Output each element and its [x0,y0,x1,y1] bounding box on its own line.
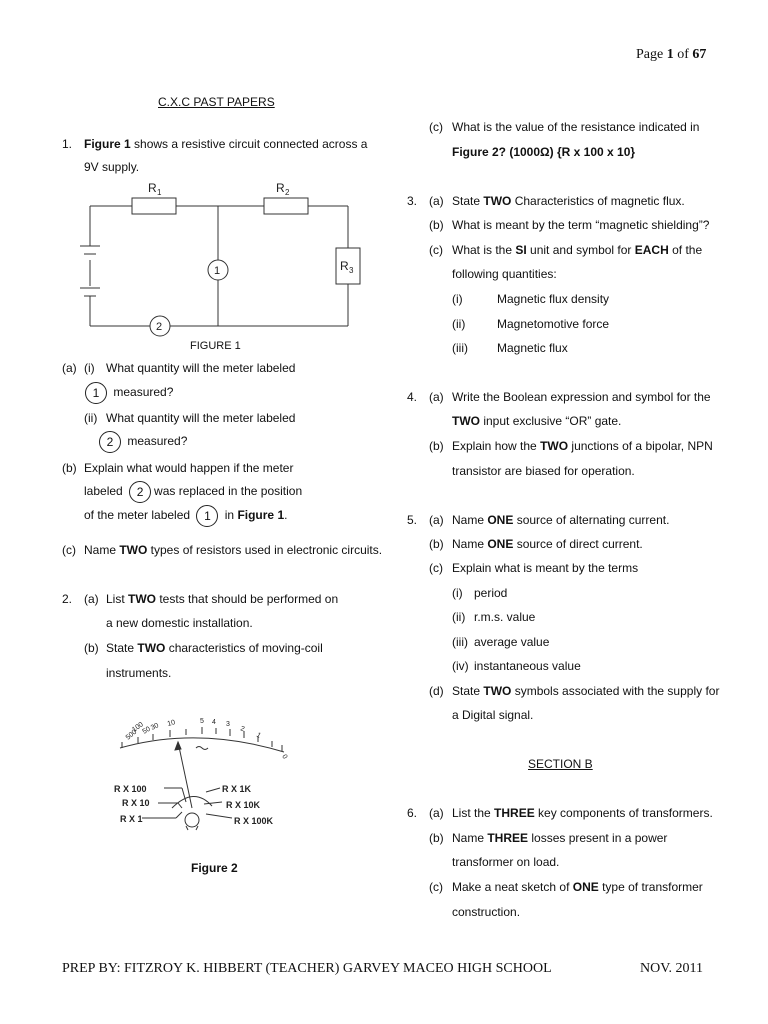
q1c-text: Name TWO types of resistors used in electronic circuits. [84,543,383,557]
q6b-line2: transformer on load. [452,855,560,869]
q3-item-i-label: (i) [452,292,463,306]
range-label-rx1k: R X 1K [222,784,252,794]
scale-label-50: 50 [141,725,152,736]
q2a-label: (a) [84,592,99,606]
q5d-label: (d) [429,684,444,698]
q1a-ii-text: What quantity will the meter labeled [106,411,296,425]
q3-number: 3. [407,194,418,208]
q5a-label: (a) [429,513,444,527]
q3-item-i-text: Magnetic flux density [497,292,610,306]
meter-1-label: 1 [214,265,221,277]
q1b-line3: of the meter labeled 1 in Figure 1. [84,505,287,527]
q5d-line1: State TWO symbols associated with the supply for [452,684,720,698]
q5d-line2: a Digital signal. [452,708,534,722]
range-label-rx100: R X 100 [114,784,147,794]
scale-label-4: 4 [212,719,216,726]
r3-label: R [340,259,349,273]
footer-credit: PREP BY: FITZROY K. HIBBERT (TEACHER) GARVEY MACEO HIGH SCHOOL [62,961,552,976]
meter-2-label: 2 [156,321,163,333]
range-label-rx1: R X 1 [120,814,143,824]
q1b-label: (b) [62,461,77,475]
meter-1-circle: 1 [85,382,107,404]
range-label-rx100k: R X 100K [234,816,274,826]
scale-label-3: 3 [226,721,230,728]
doc-title: C.X.C PAST PAPERS [158,95,275,109]
r2-subscript: 2 [285,188,290,197]
footer-date: NOV. 2011 [640,961,704,976]
section-b-heading: SECTION B [528,757,593,771]
scale-label-100: 100 [131,721,145,734]
q6a-label: (a) [429,806,444,820]
q4b-line2: transistor are biased for operation. [452,464,635,478]
q3-item-iii-label: (iii) [452,341,468,355]
q1-line1: Figure 1 shows a resistive circuit connected across a [84,137,368,151]
meter-2-circle: 2 [99,431,121,453]
q6c-line1: Make a neat sketch of ONE type of transformer [452,880,703,894]
q1c-right-text: What is the value of the resistance indicated in [452,120,700,134]
q4a-label: (a) [429,390,444,404]
q3b-text: What is meant by the term “magnetic shielding”? [452,218,710,232]
q6a-text: List the THREE key components of transformers. [452,806,713,820]
r2-label: R [276,181,285,195]
q1c-right-label: (c) [429,120,443,134]
figure-2-caption: Figure 2 [191,861,238,875]
q5-item-i-text: period [474,586,508,600]
scale-label-5: 5 [200,718,204,725]
q4b-line1: Explain how the TWO junctions of a bipolar, NPN [452,439,713,453]
q1b-line1: Explain what would happen if the meter [84,461,294,475]
q6c-line2: construction. [452,905,521,919]
q3a-text: State TWO Characteristics of magnetic flux. [452,194,685,208]
r3-subscript: 3 [349,266,354,275]
q3b-label: (b) [429,218,444,232]
q1a-i-cont: 1 measured? [82,382,173,404]
q5b-label: (b) [429,537,444,551]
r1-subscript: 1 [157,188,162,197]
scale-label-10: 10 [166,719,177,728]
q5-item-iii-label: (iii) [452,635,468,649]
q5-item-iv-label: (iv) [452,659,469,673]
q1c-label: (c) [62,543,76,557]
q5-item-ii-text: r.m.s. value [474,610,536,624]
q3a-label: (a) [429,194,444,208]
q1a-i-label: (i) [84,361,95,375]
scale-label-500: 500 [124,728,139,742]
q5-number: 5. [407,513,418,527]
q6-number: 6. [407,806,418,820]
q5-item-iv-text: instantaneous value [474,659,581,673]
q6b-label: (b) [429,831,444,845]
q2b-line2: instruments. [106,666,172,680]
page-number: Page 1 of 67 [636,47,707,62]
q5c-label: (c) [429,561,443,575]
r1-label: R [148,181,157,195]
range-label-rx10k: R X 10K [226,800,261,810]
q1a-i-text: What quantity will the meter labeled [106,361,296,375]
scale-label-2: 2 [239,725,246,734]
scale-label-30: 30 [149,722,160,732]
meter-2-circle-b: 2 [129,481,151,503]
q4b-label: (b) [429,439,444,453]
figure-1-caption: FIGURE 1 [190,340,241,352]
q6b-line1: Name THREE losses present in a power [452,831,668,845]
q5-item-i-label: (i) [452,586,463,600]
q5a-text: Name ONE source of alternating current. [452,513,670,527]
q1-line2: 9V supply. [84,160,140,174]
scale-label-0: 0 [280,753,289,761]
q1-number: 1. [62,137,73,151]
q4a-line2: TWO input exclusive “OR” gate. [452,414,622,428]
q2b-label: (b) [84,641,99,655]
q4a-line1: Write the Boolean expression and symbol for the [452,390,711,404]
q3c-line1: What is the SI unit and symbol for EACH of the [452,243,703,257]
q5b-text: Name ONE source of direct current. [452,537,643,551]
q4-number: 4. [407,390,418,404]
q3-item-ii-text: Magnetomotive force [497,317,610,331]
q1c-right-bold: Figure 2? (1000Ω) {R x 100 x 10} [452,145,636,159]
meter-1-circle-b: 1 [196,505,218,527]
figure-1-circuit [70,178,370,338]
q2-number: 2. [62,592,73,606]
figure-2-meter [108,700,308,840]
q1b-line2: labeled 2 was replaced in the position [84,481,302,503]
q2a-line1: List TWO tests that should be performed on [106,592,339,606]
q2b-line1: State TWO characteristics of moving-coil [106,641,323,655]
q3-item-ii-label: (ii) [452,317,466,331]
q5-item-ii-label: (ii) [452,610,466,624]
q3-item-iii-text: Magnetic flux [497,341,568,355]
q3c-line2: following quantities: [452,267,557,281]
range-label-rx10: R X 10 [122,798,150,808]
q3c-label: (c) [429,243,443,257]
q1a-ii-cont: 2 measured? [96,431,187,453]
q6c-label: (c) [429,880,443,894]
q5-item-iii-text: average value [474,635,550,649]
q1a-ii-label: (ii) [84,411,98,425]
q2a-line2: a new domestic installation. [106,616,253,630]
q5c-text: Explain what is meant by the terms [452,561,639,575]
scale-label-1: 1 [255,731,262,740]
q1a-label: (a) [62,361,77,375]
